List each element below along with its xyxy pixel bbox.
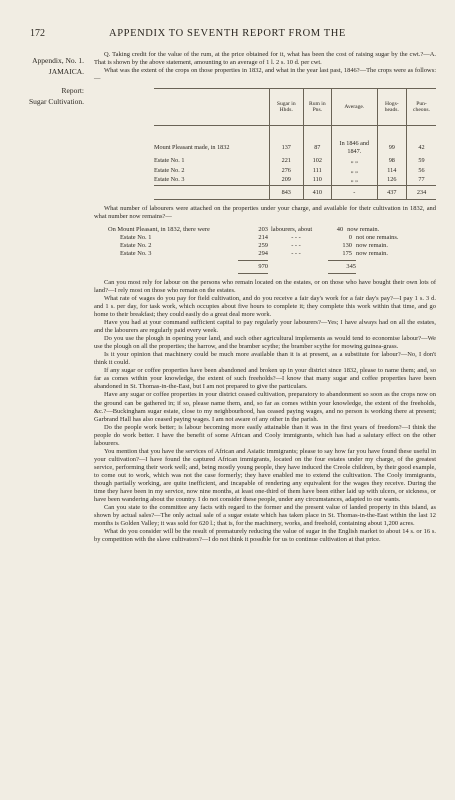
list-item (108, 250, 436, 258)
crop-average: In 1846 and 1847. (332, 126, 377, 157)
table-row (154, 175, 436, 185)
crop-total-puncheons: 234 (407, 185, 436, 200)
crop-sugar: 221 (270, 156, 304, 166)
paragraph: Do the people work better; is labour becoming more easily attainable than it was in the first years of freedom?—I think the people do work better. I have the benefit of some African and Cooly immigrants, which has had a salutary effect on the other labourers. (94, 423, 436, 447)
labourers-now: 40 (336, 226, 344, 234)
crop-sugar: 276 (270, 166, 304, 176)
table-row (154, 166, 436, 176)
crop-header-sugar: Sugar in Hhds. (270, 89, 304, 126)
crop-rum: 102 (303, 156, 332, 166)
labourers-mid: - - - (291, 234, 301, 242)
labourers-estate: Estate No. 3 (120, 250, 152, 257)
labourers-now: 130 (342, 242, 352, 250)
margin-topic: Sugar Cultivation. (29, 97, 84, 106)
labourers-mid: labourers, about (271, 226, 313, 234)
crop-header-puncheons: Pun-cheons. (407, 89, 436, 126)
crop-hogsheads: 99 (377, 126, 406, 157)
crop-hogsheads: 98 (377, 156, 406, 166)
crop-header-rum: Rum in Pns. (303, 89, 332, 126)
crop-puncheons: 42 (407, 126, 436, 157)
crop-row-name: Mount Pleasant made, in 1832 (154, 143, 230, 151)
labourers-estate: Estate No. 2 (120, 242, 152, 250)
crop-hogsheads: 126 (377, 175, 406, 185)
labourers-1832: 259 (258, 242, 268, 250)
labourers-estate: Estate No. 1 (120, 234, 152, 242)
crop-row-name: Estate No. 1 (154, 157, 185, 165)
crop-rum: 87 (303, 126, 332, 157)
labourers-estate: On Mount Pleasant, in 1832, there were (108, 226, 210, 234)
crop-puncheons: 77 (407, 175, 436, 185)
crop-sugar: 137 (270, 126, 304, 157)
paragraph: Q. Taking credit for the value of the rum, at the price obtained for it, what has been the cost of raising sugar by the cwt.?—A. That is shown by the above statement, amounting to an average of 1 l. 2 s. 10 d. per cwt. (94, 51, 436, 67)
paragraph: Do you use the plough in opening your land, and such other agricultural implements as would tend to economise labour?—We use the plough on all the properties; the harrow, and the bramber scythe; the bramber scythe for mowing guinea-grass. (94, 335, 436, 351)
paragraph: Is it your opinion that machinery could be much more available than it is at present, as a substitute for labour?—No, I don't think it could. (94, 351, 436, 367)
labourers-1832: 214 (258, 234, 268, 242)
crop-header-average: Average. (332, 89, 377, 126)
list-item (108, 242, 436, 250)
crop-total-row (154, 185, 436, 200)
labourers-note: now remain. (356, 250, 388, 257)
labourers-total-now: 345 (328, 260, 356, 274)
margin-colony: JAMAICA. (48, 67, 84, 76)
crop-header-hogsheads: Hogs-heads. (377, 89, 406, 126)
margin-notes (20, 55, 84, 107)
labourers-1832: 203 (258, 226, 268, 234)
page-title: APPENDIX TO SEVENTH REPORT FROM THE (109, 28, 346, 39)
crop-row-name: Estate No. 2 (154, 166, 185, 174)
table-row (154, 126, 436, 157)
labourers-total-row (108, 260, 436, 274)
paragraph: What do you consider will be the result of prematurely reducing the value of sugar in the English market to about 14 s. or 16 s. by competition with the slave cultivators?—I do not think it possible for us to continue cultivation at that price. (94, 528, 436, 544)
crop-total-hogsheads: 437 (377, 185, 406, 200)
crop-sugar: 209 (270, 175, 304, 185)
crop-total-average: - (332, 185, 377, 200)
table-row (154, 156, 436, 166)
labourers-list (108, 226, 436, 274)
page-number: 172 (30, 28, 45, 39)
crop-table-header (154, 89, 436, 126)
labourers-note: now remain. (356, 242, 388, 250)
paragraph: Can you state to the committee any facts with regard to the former and the present value of landed property in this island, as shown by actual sales?—The only actual sale of a sugar estate which has taken place in St. Thomas-in-the-East within the last 12 months is Golden Valley; it was sold for 620 l.; that is, for the machinery, works, and freehold, containing about 1,200 acres. (94, 504, 436, 528)
crop-header-blank (154, 89, 270, 126)
margin-report: Report: (61, 86, 84, 95)
crop-average: „ „ (332, 166, 377, 176)
paragraph: What was the extent of the crops on those properties in 1832, and what in the year last past, 1846?—The crops were as follows:— (94, 67, 436, 83)
crop-hogsheads: 114 (377, 166, 406, 176)
list-item (108, 226, 436, 234)
main-text (94, 51, 436, 544)
paragraph: What number of labourers were attached on the properties under your charge, and available for their cultivation in 1832, and what number now remains?— (94, 205, 436, 221)
margin-appendix: Appendix, No. 1. (32, 56, 84, 65)
paragraph: What rate of wages do you pay for field cultivation, and do you receive a fair day's work for a fair day's pay?—I pay 1 s. 3 d. and 1 s. per day, for task work, which occupies about five hours to complete it; they complete this work within that time, and go home to their breakfast; they could easily do a great deal more work. (94, 294, 436, 318)
crop-puncheons: 59 (407, 156, 436, 166)
crop-total-rum: 410 (303, 185, 332, 200)
crop-puncheons: 56 (407, 166, 436, 176)
crop-total-blank (154, 185, 270, 200)
labourers-note: now remain. (347, 226, 380, 234)
labourers-mid: - - - (291, 242, 301, 250)
crop-rum: 111 (303, 166, 332, 176)
crop-rum: 110 (303, 175, 332, 185)
paragraph: If any sugar or coffee properties have been abandoned and broken up in your district since 1832, please to name them; and, so far as comes within your knowledge, the extent of such freeholds?—I know that many sugar and coffee properties have been abandoned in St. Thomas-in-the-East, but I am not prepared to give the particulars. (94, 367, 436, 391)
paragraph: Have any sugar or coffee properties in your district ceased cultivation, preparatory to abandonment so soon as the crops now on the ground can be gathered in; if so, please name them, and, so far as comes within your knowledge, the extent of the freeholds, &c.?—Buckingham sugar estate, close to my neighbourhood, has ceased paying wages, and no person is working there at present; Garbrand Hall has also ceased paying wages. I am not aware of any other in the parish. (94, 391, 436, 423)
labourers-now: 0 (348, 234, 352, 242)
labourers-1832: 294 (258, 250, 268, 257)
crop-row-name: Estate No. 3 (154, 176, 185, 184)
crop-average: „ „ (332, 156, 377, 166)
labourers-note: not one remains. (356, 234, 399, 242)
crop-average: „ „ (332, 175, 377, 185)
list-item (108, 234, 436, 242)
labourers-now: 175 (342, 250, 352, 257)
page-header (0, 28, 455, 42)
paragraph: Have you had at your command sufficient capital to pay regularly your labourers?—Yes; I have always had on all the estates, and the labourers are regularly paid every week. (94, 319, 436, 335)
labourers-mid: - - - (291, 250, 301, 257)
paragraph: Can you most rely for labour on the persons who remain located on the estates, or on those who have bought their own lots of land?—I rely most on those who remain on the estates. (94, 278, 436, 294)
labourers-total-1832: 970 (238, 260, 268, 274)
paragraph: You mention that you have the services of African and Asiatic immigrants; please to say how far you have found these useful in your cultivation?—I have found the captured African immigrants, located on the four estates under my charge, of the greatest service, performing their work well; and, being mostly young people, they have induced the Creole children, by their good example, to come out to work, which was not the case formerly; they have enabled me to extend the cultivation. The Cooly immigrants, though partially working, are quite inefficient, and incapable of rendering any equivalent for the wages they receive. During the time they have been in my service, now nine months, at least one-third of them have been either laid up with ulcers, or sickness, or have been wandering about the country. I do not consider these people, under any circumstances, adapted to our wants. (94, 447, 436, 504)
crop-table (154, 88, 436, 200)
crop-total-sugar: 843 (270, 185, 304, 200)
